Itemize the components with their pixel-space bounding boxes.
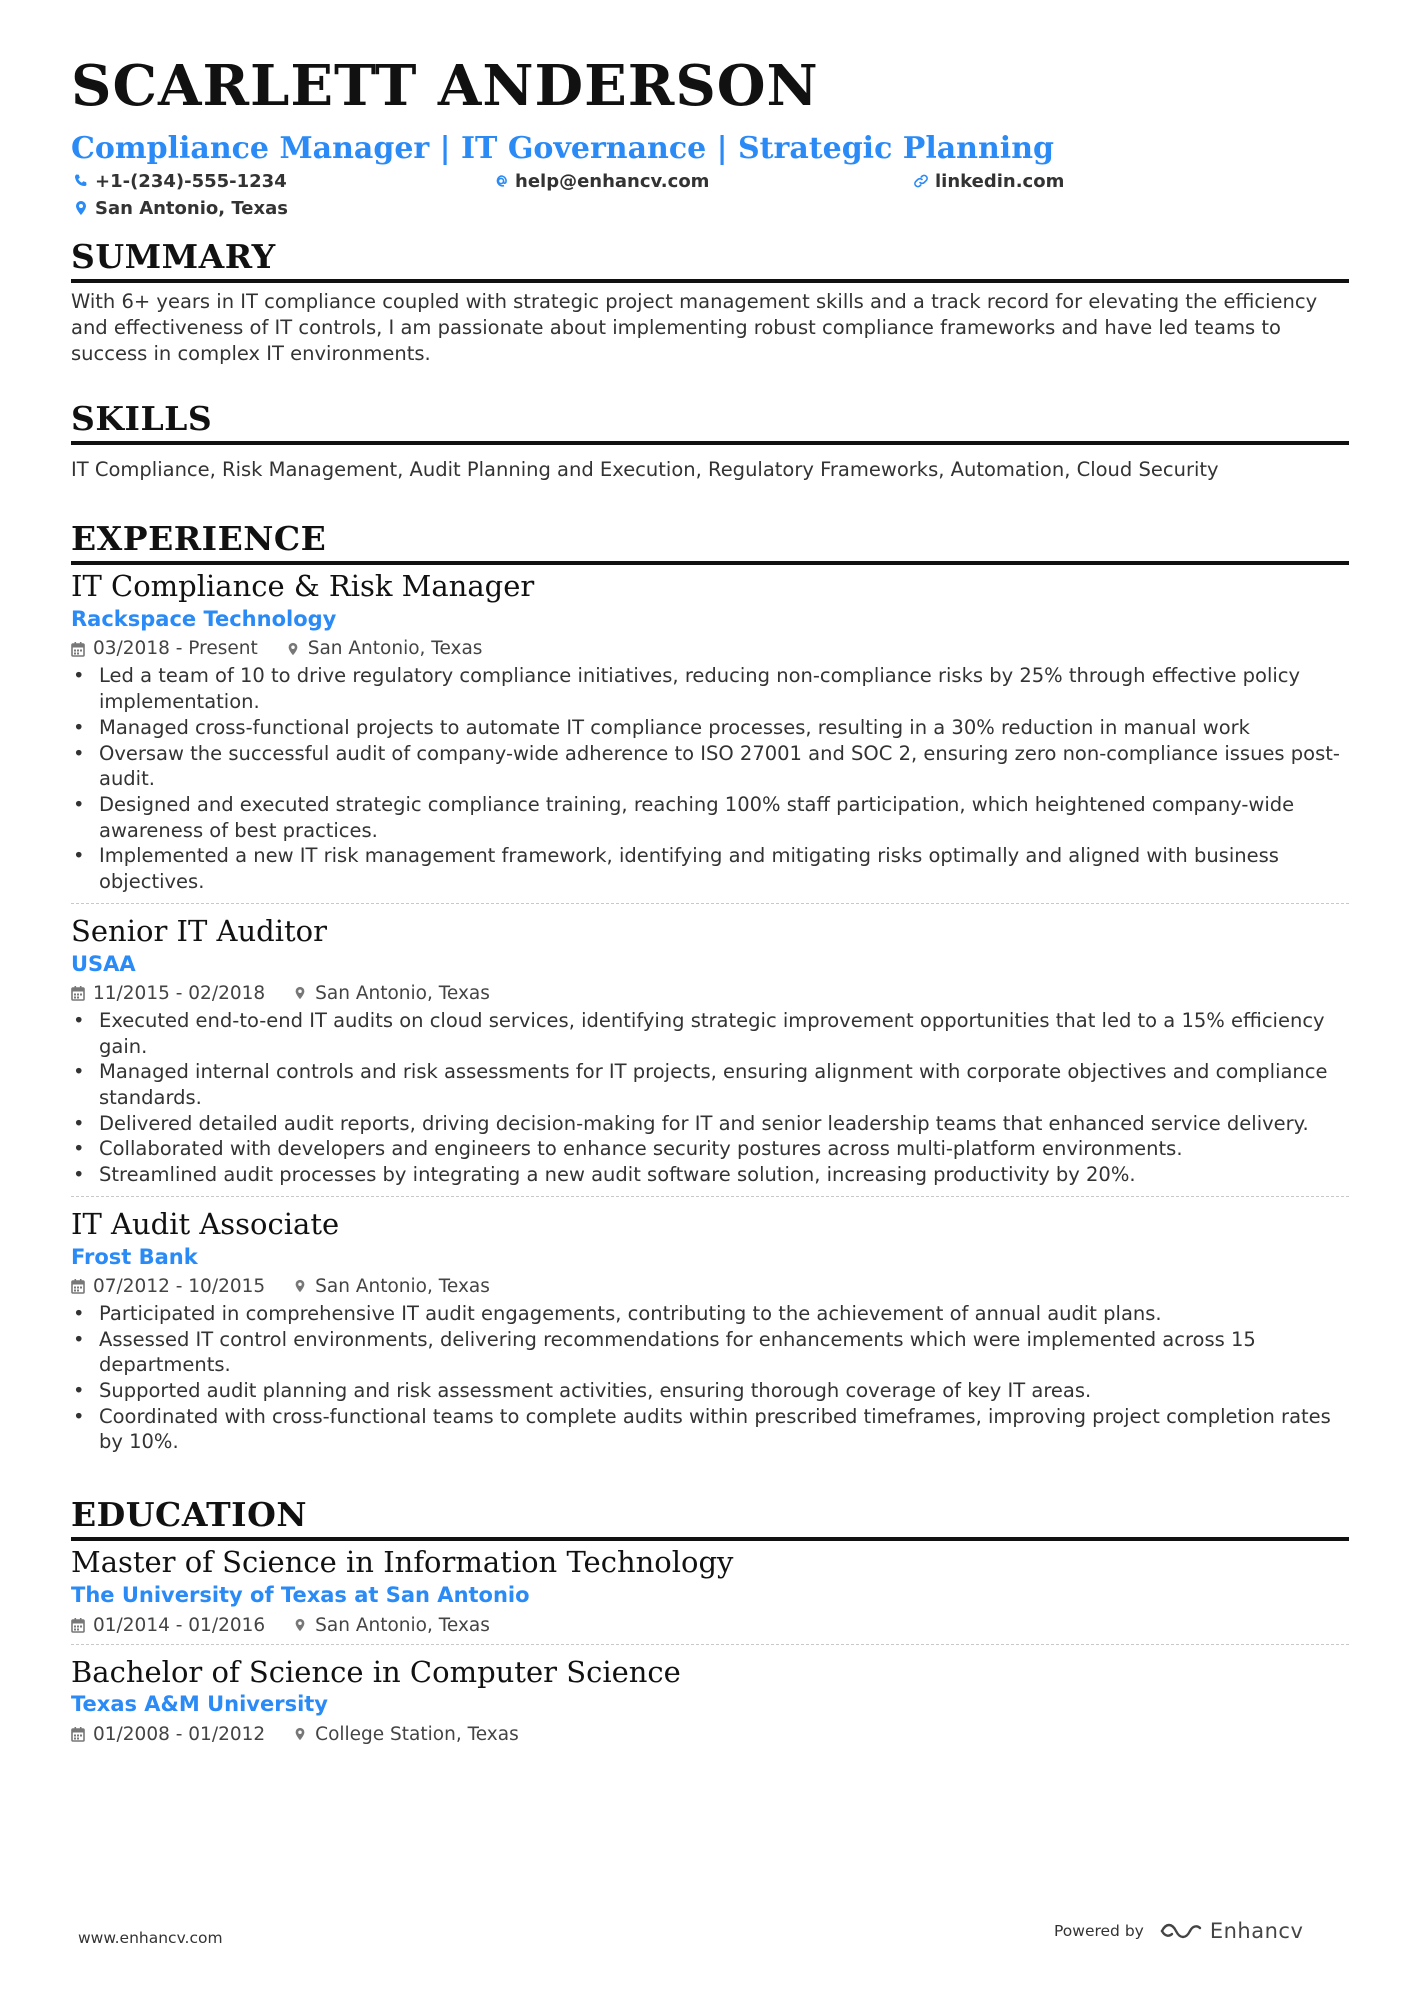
calendar-icon — [71, 1726, 85, 1742]
footer-branding[interactable] — [1054, 1919, 1303, 1943]
education-dates — [71, 1724, 265, 1745]
job-location — [286, 638, 483, 659]
job-title: Senior IT Auditor — [71, 913, 327, 948]
resume-header — [71, 53, 1349, 225]
job-title: IT Compliance & Risk Manager — [71, 569, 535, 604]
education-dates-text: 01/2014 - 01/2016 — [93, 1614, 266, 1636]
education-location — [293, 1724, 519, 1745]
job-dates-text: 07/2012 - 10/2015 — [93, 1275, 266, 1297]
job-dates — [71, 638, 258, 659]
bullet-item: • Collaborated with developers and engineers to enhance security postures across multi-platform environments. — [71, 1136, 1349, 1162]
bullet-item: • Implemented a new IT risk management framework, identifying and mitigating risks optimally and aligned with business objectives. — [71, 843, 1349, 894]
summary-title: SUMMARY — [71, 239, 1349, 283]
location-icon — [293, 1617, 307, 1633]
job-location-text: San Antonio, Texas — [315, 1275, 490, 1297]
headline: Compliance Manager | IT Governance | Strategic Planning — [71, 131, 1054, 166]
footer-website[interactable]: www.enhancv.com — [78, 1929, 223, 1947]
at-icon — [493, 173, 509, 189]
education-location-text: San Antonio, Texas — [315, 1614, 490, 1636]
bullet-item: • Coordinated with cross-functional teams to complete audits within prescribed timeframes, improving project completion rates by 10%. — [71, 1404, 1349, 1455]
job-location-text: San Antonio, Texas — [307, 638, 483, 660]
phone-text: +1-(234)-555-1234 — [95, 170, 287, 192]
bullet-item: • Participated in comprehensive IT audit engagements, contributing to the achievement of annual audit plans. — [71, 1301, 1349, 1327]
location-icon — [293, 1278, 307, 1294]
bullet-item: • Streamlined audit processes by integrating a new audit software solution, increasing productivity by 20%. — [71, 1162, 1349, 1188]
bullet-item: • Executed end-to-end IT audits on cloud services, identifying strategic improvement opportunities that led to a 15% efficiency gain. — [71, 1008, 1349, 1059]
job-location — [293, 1276, 490, 1297]
job-dates-text: 03/2018 - Present — [93, 638, 258, 660]
summary-section — [71, 236, 1349, 367]
bullet-item: • Delivered detailed audit reports, driving decision-making for IT and senior leadership teams that enhanced service delivery. — [71, 1111, 1349, 1137]
job-meta — [71, 638, 1349, 659]
bullet-item: • Oversaw the successful audit of company-wide adherence to ISO 27001 and SOC 2, ensuring zero non-compliance issues post-audit. — [71, 741, 1349, 792]
experience-entry — [71, 903, 1349, 1196]
school-name: The University of Texas at San Antonio — [71, 1583, 530, 1608]
education-meta — [71, 1615, 1349, 1636]
company-name: Rackspace Technology — [71, 607, 337, 632]
education-location — [293, 1615, 490, 1636]
powered-by-text: Powered by — [1054, 1922, 1144, 1940]
degree-title: Master of Science in Information Technology — [71, 1545, 734, 1580]
calendar-icon — [71, 641, 85, 657]
skills-section — [71, 398, 1349, 483]
job-bullets — [71, 1008, 1349, 1188]
job-bullets — [71, 1301, 1349, 1455]
job-dates — [71, 983, 265, 1004]
resume-content — [71, 53, 1349, 1753]
company-name: Frost Bank — [71, 1244, 198, 1269]
job-location — [293, 983, 490, 1004]
calendar-icon — [71, 985, 85, 1001]
bullet-item: • Led a team of 10 to drive regulatory compliance initiatives, reducing non-compliance risks by 25% through effective policy implementation. — [71, 663, 1349, 714]
location-icon — [73, 200, 89, 216]
bullet-item: • Managed cross-functional projects to automate IT compliance processes, resulting in a 30% reduction in manual work — [71, 715, 1349, 741]
school-name: Texas A&M University — [71, 1692, 328, 1717]
experience-entry — [71, 1196, 1349, 1463]
experience-title: EXPERIENCE — [71, 521, 1349, 565]
education-location-text: College Station, Texas — [315, 1723, 519, 1745]
summary-text: With 6+ years in IT compliance coupled with strategic project management skills and a track record for elevating the efficiency and effectiveness of IT controls, I am passionate about implementing robust compliance frameworks and have led teams to success in complex IT environments. — [71, 289, 1318, 365]
education-title: EDUCATION — [71, 1497, 1349, 1541]
job-meta — [71, 1276, 1349, 1297]
email-text: help@enhancv.com — [515, 170, 710, 192]
degree-title: Bachelor of Science in Computer Science — [71, 1654, 681, 1689]
skills-title: SKILLS — [71, 401, 1349, 445]
brand-logo — [1158, 1919, 1304, 1943]
job-dates-text: 11/2015 - 02/2018 — [93, 982, 266, 1004]
location-text: San Antonio, Texas — [95, 197, 288, 219]
education-meta — [71, 1724, 1349, 1745]
bullet-item: • Designed and executed strategic compliance training, reaching 100% staff participation, which heightened company-wide awareness of best practices. — [71, 792, 1349, 843]
experience-entry — [71, 569, 1349, 902]
calendar-icon — [71, 1278, 85, 1294]
contact-phone[interactable] — [73, 171, 287, 192]
skills-text: IT Compliance, Risk Management, Audit Planning and Execution, Regulatory Frameworks, Automation, Cloud Security — [71, 458, 1219, 482]
brand-name: Enhancv — [1209, 1919, 1304, 1943]
bullet-item: • Managed internal controls and risk assessments for IT projects, ensuring alignment with corporate objectives and compliance standards. — [71, 1059, 1349, 1110]
candidate-name: SCARLETT ANDERSON — [71, 53, 819, 119]
bullet-item: • Supported audit planning and risk assessment activities, ensuring thorough coverage of key IT areas. — [71, 1378, 1349, 1404]
experience-section — [71, 521, 1349, 1463]
location-icon — [293, 1726, 307, 1742]
job-dates — [71, 1276, 265, 1297]
education-dates-text: 01/2008 - 01/2012 — [93, 1723, 266, 1745]
job-title: IT Audit Associate — [71, 1206, 340, 1241]
location-icon — [293, 985, 307, 1001]
education-entry — [71, 1644, 1349, 1753]
enhancv-logo-icon — [1158, 1919, 1204, 1943]
phone-icon — [73, 173, 89, 189]
job-meta — [71, 983, 1349, 1004]
link-icon — [913, 173, 929, 189]
education-dates — [71, 1615, 265, 1636]
bullet-item: • Assessed IT control environments, delivering recommendations for enhancements which were implemented across 15 departments. — [71, 1327, 1349, 1378]
job-bullets — [71, 663, 1349, 894]
education-entry — [71, 1545, 1349, 1643]
education-section — [71, 1497, 1349, 1752]
website-text: linkedin.com — [935, 170, 1065, 192]
contact-website[interactable] — [913, 171, 1064, 192]
contact-email[interactable] — [493, 171, 709, 192]
location-icon — [286, 641, 300, 657]
company-name: USAA — [71, 951, 136, 976]
contact-info — [71, 169, 1349, 225]
calendar-icon — [71, 1617, 85, 1633]
contact-location — [73, 198, 288, 219]
job-location-text: San Antonio, Texas — [315, 982, 490, 1004]
